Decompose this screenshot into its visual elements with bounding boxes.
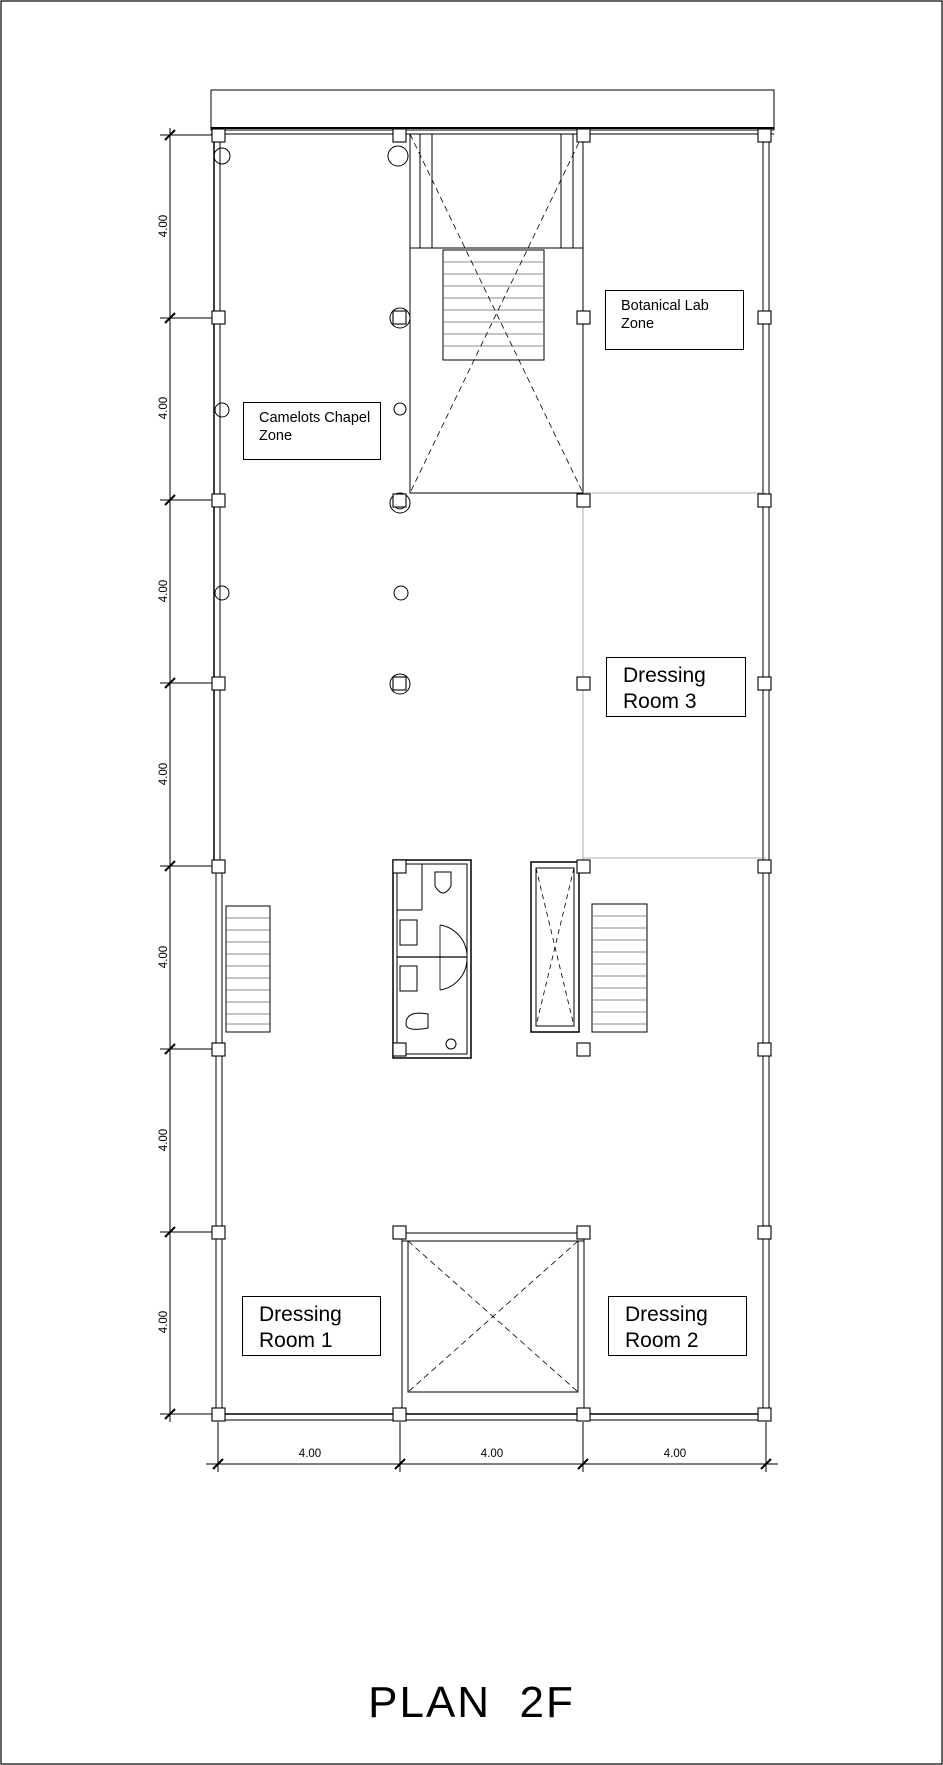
room-label-line2: Room 1 <box>259 1329 333 1352</box>
left-stair <box>226 906 270 1032</box>
vertical-dimension-label: 4.00 <box>158 579 170 603</box>
room-label-line1: Dressing <box>259 1303 342 1326</box>
right-stair <box>592 904 647 1032</box>
dressing-room-1-label <box>242 1296 381 1356</box>
vertical-dimension-label: 4.00 <box>158 1128 170 1152</box>
horizontal-dimension-label: 4.00 <box>298 1448 322 1460</box>
vertical-dimension-label: 4.00 <box>158 762 170 786</box>
room-label-line2: Zone <box>259 428 293 444</box>
botanical-lab-zone-label <box>605 290 744 350</box>
toilet-block <box>393 860 471 1058</box>
room-label-line2: Room 2 <box>625 1329 699 1352</box>
lower-void <box>402 1233 584 1414</box>
dressing-room-3-label <box>606 657 746 717</box>
room-label-line2: Room 3 <box>623 690 697 713</box>
room-label-line1: Camelots Chapel <box>259 410 371 426</box>
elevator-shaft <box>531 862 579 1032</box>
vertical-dimension-label: 4.00 <box>158 945 170 969</box>
plan-title: PLAN 2F <box>368 1678 575 1727</box>
room-label-line1: Dressing <box>625 1303 708 1326</box>
room-label-line2: Zone <box>621 316 655 332</box>
dressing-room-2-label <box>608 1296 747 1356</box>
top-parapet <box>211 90 774 130</box>
camelots-chapel-zone-label <box>243 402 381 460</box>
horizontal-dimension-line <box>206 1422 778 1472</box>
horizontal-dimension-label: 4.00 <box>663 1448 687 1460</box>
vertical-dimension-label: 4.00 <box>158 1310 170 1334</box>
vertical-dimension-label: 4.00 <box>158 396 170 420</box>
upper-stairwell <box>410 134 583 493</box>
room-label-line1: Botanical Lab <box>621 298 709 314</box>
vertical-dimension-label: 4.00 <box>158 214 170 238</box>
horizontal-dimension-label: 4.00 <box>480 1448 504 1460</box>
room-label-line1: Dressing <box>623 664 706 687</box>
